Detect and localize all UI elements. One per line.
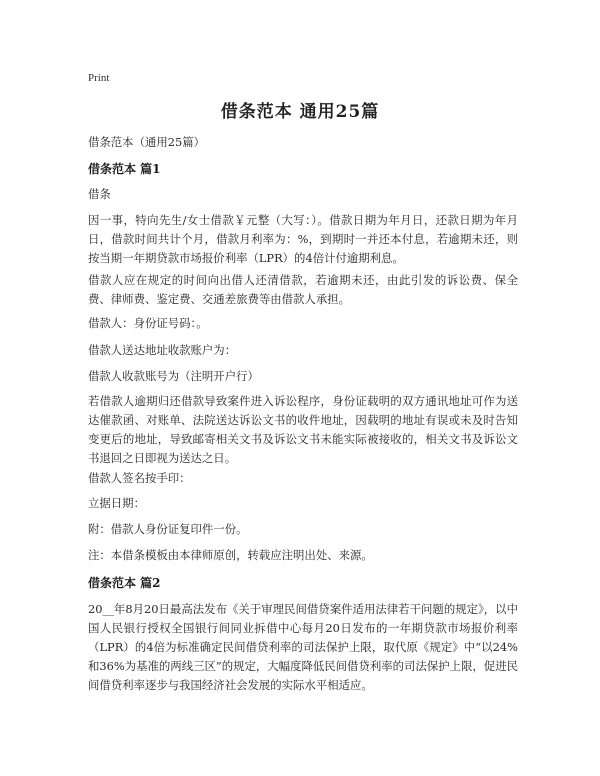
section-heading-1: 借条范本 篇1 — [88, 162, 161, 176]
paragraph: 附：借款人身份证复印件一份。 — [88, 522, 248, 536]
paragraph: 借款人送达地址收款账户为： — [88, 343, 237, 357]
paragraph: 若借款人逾期归还借款导致案件进入诉讼程序，身份证载明的双方通讯地址可作为送达催款函、对账单、法院送达诉讼文书的收件地址，因载明的地址有误或未及时告知变更后的地址，导致邮寄相关文书及诉讼文书未能实际被接收的，相关文书及诉讼文书退回之日即视为送达之日。 — [88, 394, 518, 465]
paragraph: 借款人收款账号为（注明开户行） — [88, 369, 259, 383]
print-label[interactable]: Print — [88, 72, 110, 84]
paragraph: 借款人签名按手印： — [88, 471, 191, 485]
paragraph: 注：本借条模板由本律师原创，转载应注明出处、来源。 — [88, 548, 373, 562]
paragraph: 因一事，特向先生/女士借款￥元整（大写：）。借款日期为年月日，还款日期为年月日，借款时间共计个月，借款月利率为：%，到期时一并还本付息，若逾期未还，则按当期一年期贷款市场报价利率（LPR）的4倍计付逾期利息。 — [88, 213, 518, 265]
page-title: 借条范本 通用25篇 — [220, 102, 380, 122]
paragraph-title: 借条 — [88, 187, 111, 201]
document-subtitle: 借条范本（通用25篇） — [88, 135, 206, 149]
paragraph: 立据日期： — [88, 496, 145, 510]
paragraph: 借款人：身份证号码：。 — [88, 316, 208, 330]
paragraph: 借款人应在规定的时间向出借人还清借款，若逾期未还，由此引发的诉讼费、保全费、律师费、鉴定费、交通差旅费等由借款人承担。 — [88, 273, 518, 306]
paragraph: 20__年8月20日最高法发布《关于审理民间借贷案件适用法律若干问题的规定》，以中国人民银行授权全国银行间同业拆借中心每月20日发布的一年期贷款市场报价利率（LPR）的4倍为标准确定民间借贷利率的司法保护上限，取代原《规定》中“以24%和36%为基准的两线三区”的规定，大幅度降低民间借贷利率的司法保护上限，促进民间借贷利率逐步与我国经济社会发展的实际水平相适应。 — [88, 602, 518, 692]
section-heading-2: 借条范本 篇2 — [88, 576, 161, 590]
